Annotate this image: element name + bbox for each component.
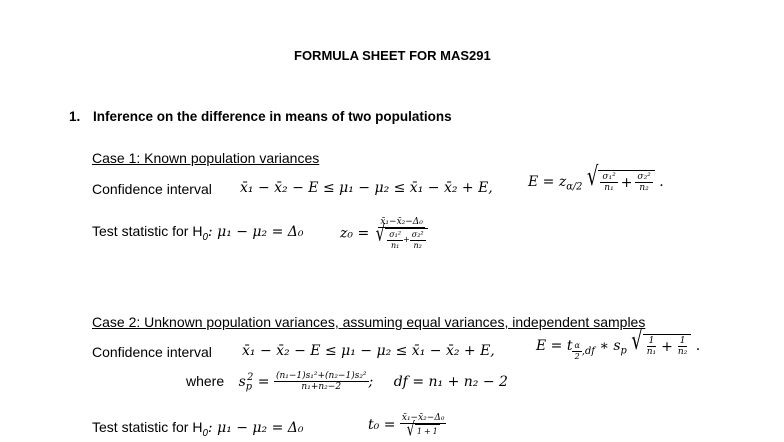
- case-2-pooled-variance: where $s_p^2$ = $\frac{\text{(n₁−1)s₁²+(n₂−1)s₂²}}{\text{n₁+n₂−2}}$ ; df = n₁ + n₂ − 2: [186, 371, 508, 393]
- page-title: FORMULA SHEET FOR MAS291: [294, 48, 491, 63]
- case-1-margin-formula: $E = z_{\alpha/2}$ √ $\frac{\text{σ₁²}}{\text{n₁}}$ + $\frac{\text{σ₂²}}{\text{n₂}}$ .: [528, 170, 664, 194]
- fraction: $\frac{\text{σ₂²}}{\text{n₂}}$: [637, 172, 651, 194]
- case-1-hypothesis: : μ₁ − μ₂ = Δ₀: [207, 224, 304, 240]
- fraction: $\frac{\text{σ₁²}}{\text{n₁}}$: [602, 172, 616, 194]
- case-2-ci-formula: x̄₁ − x̄₂ − E ≤ μ₁ − μ₂ ≤ x̄₁ − x̄₂ + E,: [242, 343, 495, 359]
- case-2-heading: Case 2: Unknown population variances, assuming equal variances, independent samples: [92, 314, 646, 330]
- margin-subscript: α/2: [566, 181, 583, 193]
- case-2-test-label: Test statistic for $H_0$: μ₁ − μ₂ = Δ₀: [92, 419, 304, 439]
- case-1-heading: Case 1: Known population variances: [92, 150, 320, 166]
- margin-lhs: E = z: [528, 173, 567, 190]
- h0-subscript: 0: [202, 427, 208, 439]
- radicand: $\frac{\text{σ₁²}}{\text{n₁}}$ + $\frac{\text{σ₂²}}{\text{n₂}}$: [598, 170, 654, 194]
- where-word: where: [186, 372, 225, 389]
- case-1-test-label: Test statistic for $H_0$: μ₁ − μ₂ = Δ₀: [92, 223, 304, 243]
- h0-subscript: 0: [202, 231, 208, 243]
- case-1-z-statistic: [340, 217, 430, 250]
- section-1-heading: [69, 109, 452, 124]
- case-1-ci-formula: x̄₁ − x̄₂ − E ≤ μ₁ − μ₂ ≤ x̄₁ − x̄₂ + E,: [240, 180, 493, 196]
- pooled-numerator: (n₁−1)s₁²+(n₂−1)s₂²: [275, 371, 367, 381]
- z-lhs: z₀ =: [340, 225, 370, 242]
- sqrt-expression: √ $\frac{1}{\text{n₁}}$ + $\frac{1}{\text{n₂}}$: [631, 334, 691, 358]
- z-numerator: x̄₁−x̄₂−Δ₀: [380, 217, 423, 227]
- df-formula: df = n₁ + n₂ − 2: [393, 373, 508, 390]
- radical-sign: √: [586, 161, 599, 193]
- sp-symbol: s: [238, 373, 246, 390]
- section-title: Inference on the difference in means of two populations: [93, 109, 452, 124]
- z-denominator: √ $\frac{\text{σ₁²}}{\text{n₁}}$ + $\frac{\text{σ₂²}}{\text{n₂}}$: [374, 228, 430, 249]
- section-number: 1.: [69, 109, 81, 124]
- t-lhs: t₀ =: [368, 417, 396, 434]
- margin-lhs: E = t: [536, 337, 573, 354]
- case-2-margin-formula: E = t $_{\frac{\alpha}{2} ,df}$ ∗ $s_p$ √ $\frac{1}{\text{n₁}}$ + $\frac{1}{\text{n₂}}$ .: [536, 325, 701, 361]
- case-2-ci-label: Confidence interval: [92, 344, 212, 360]
- t-denominator: √ 1 + 1: [406, 419, 438, 442]
- case-2-t-statistic: [368, 413, 446, 442]
- pooled-denominator: n₁+n₂−2: [301, 382, 342, 393]
- z-fraction: [374, 217, 430, 250]
- case-2-hypothesis: : μ₁ − μ₂ = Δ₀: [207, 420, 304, 436]
- case-1-ci-label: Confidence interval: [92, 181, 212, 197]
- alpha-over-2: $\frac{\alpha}{2}$: [574, 341, 580, 361]
- t-numerator: x̄₁−x̄₂−Δ₀: [401, 413, 445, 423]
- t-fraction: [400, 413, 447, 442]
- pooled-variance-fraction: [274, 371, 369, 393]
